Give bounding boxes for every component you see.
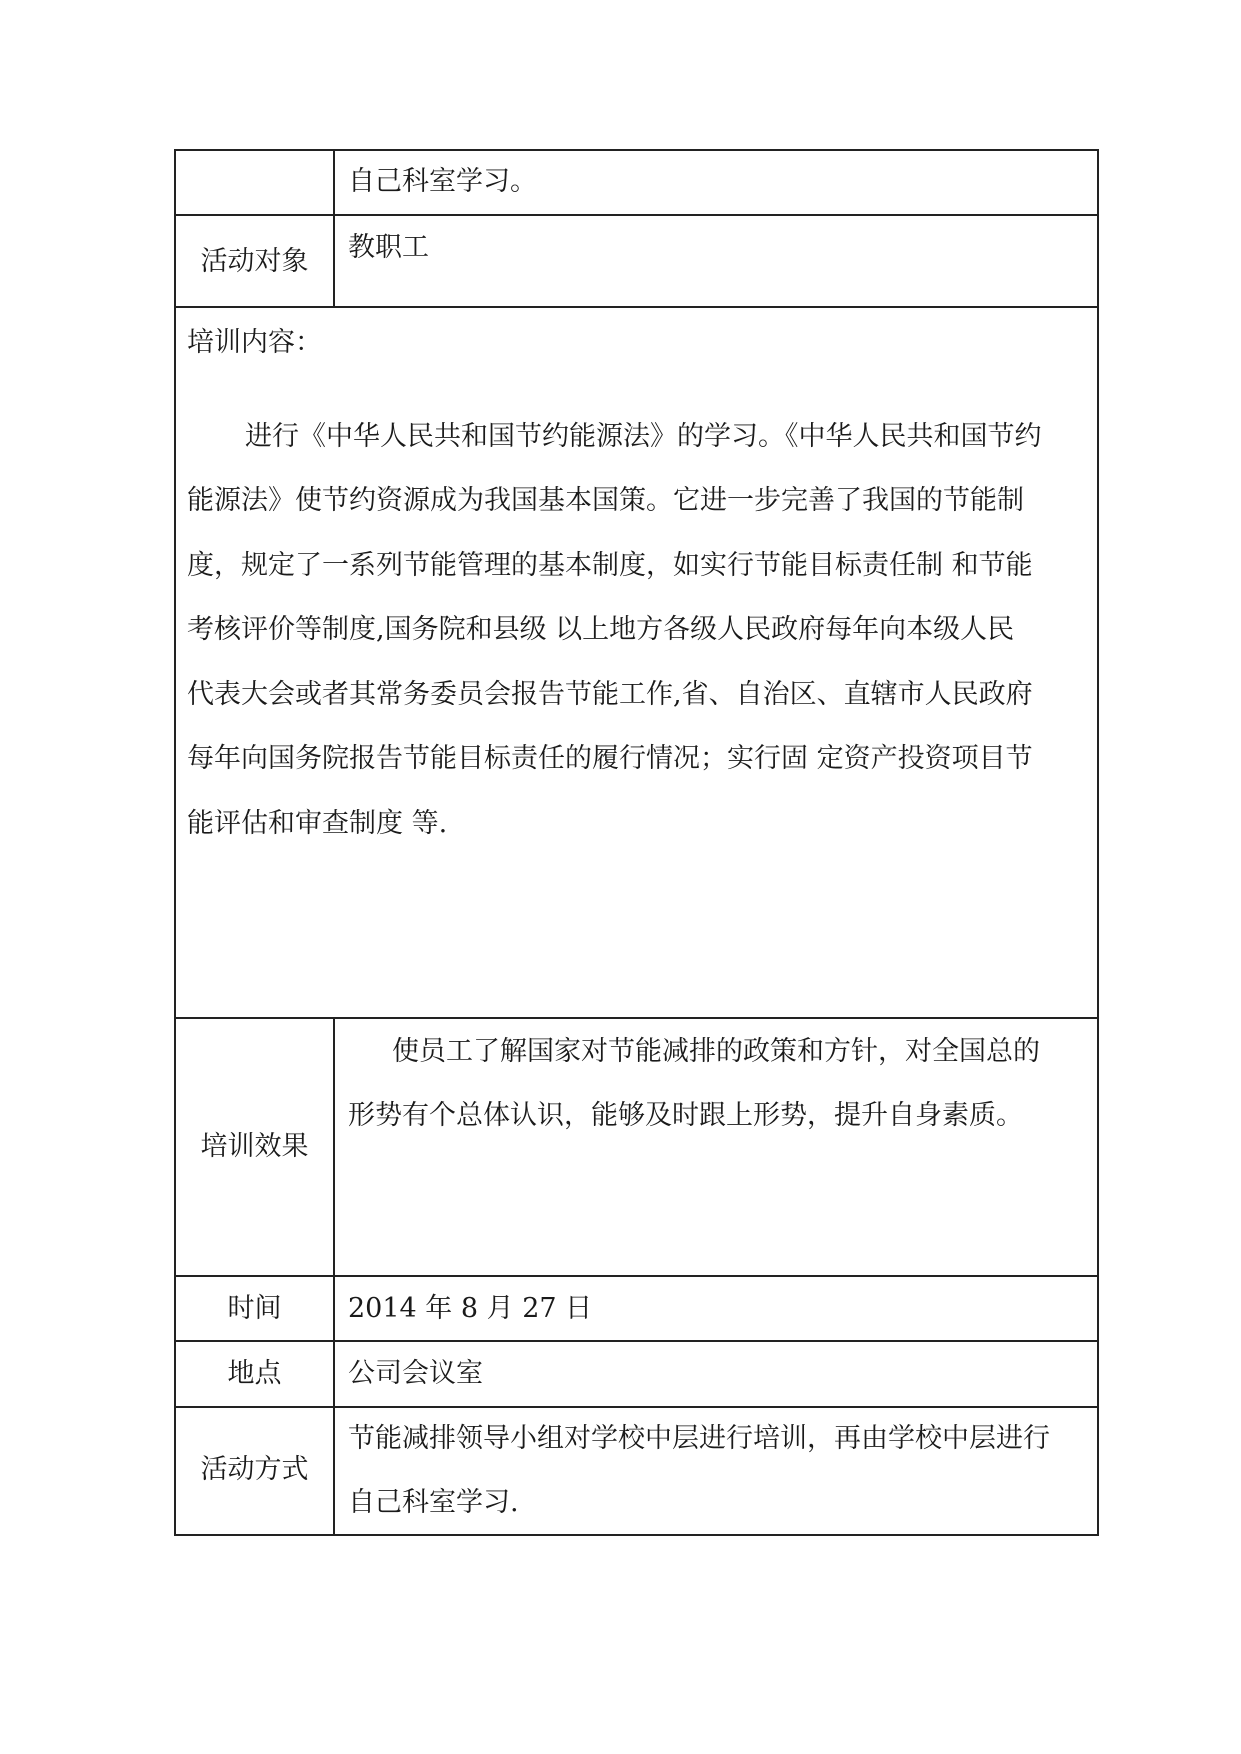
row-divider [174,1017,1099,1019]
time-value: 2014 年 8 月 27 日 [348,1293,593,1324]
content-line: 每年向国务院报告节能目标责任的履行情况；实行固 定资产投资项目节 [187,743,1033,774]
column-divider [333,149,335,308]
target-label: 活动对象 [200,246,309,277]
table-border-top [174,149,1099,151]
content-line: 进行《中华人民共和国节约能源法》的学习。《中华人民共和国节约 [245,421,1042,452]
row-divider [174,306,1099,308]
method-label: 活动方式 [200,1454,309,1485]
method-line: 节能减排领导小组对学校中层进行培训，再由学校中层进行 [348,1423,1050,1454]
content-line: 考核评价等制度,国务院和县级 以上地方各级人民政府每年向本级人民 [187,614,1015,645]
effect-line: 形势有个总体认识，能够及时跟上形势，提升自身素质。 [348,1100,1023,1131]
row-divider [174,1275,1099,1277]
content-line: 能源法》使节约资源成为我国基本国策。它进一步完善了我国的节能制 [187,485,1024,516]
row-divider [174,1406,1099,1408]
content-line: 度，规定了一系列节能管理的基本制度，如实行节能目标责任制 和节能 [187,550,1033,581]
row-divider [174,214,1099,216]
table-border-bottom [174,1534,1099,1536]
place-label: 地点 [227,1358,282,1389]
target-value: 教职工 [348,232,429,263]
effect-label: 培训效果 [200,1131,309,1162]
column-divider [333,1017,335,1536]
effect-line: 使员工了解国家对节能减排的政策和方针，对全国总的 [392,1036,1040,1067]
row-divider [174,1340,1099,1342]
training-content-heading: 培训内容： [187,327,322,358]
table-border-right [1097,149,1099,1536]
content-line: 能评估和审查制度 等. [187,808,448,839]
table-border-left [174,149,176,1536]
continuation-text: 自己科室学习。 [348,166,537,197]
place-value: 公司会议室 [348,1358,483,1389]
method-line: 自己科室学习. [348,1487,519,1518]
content-line: 代表大会或者其常务委员会报告节能工作,省、自治区、直辖市人民政府 [187,679,1033,710]
time-label: 时间 [227,1293,282,1324]
